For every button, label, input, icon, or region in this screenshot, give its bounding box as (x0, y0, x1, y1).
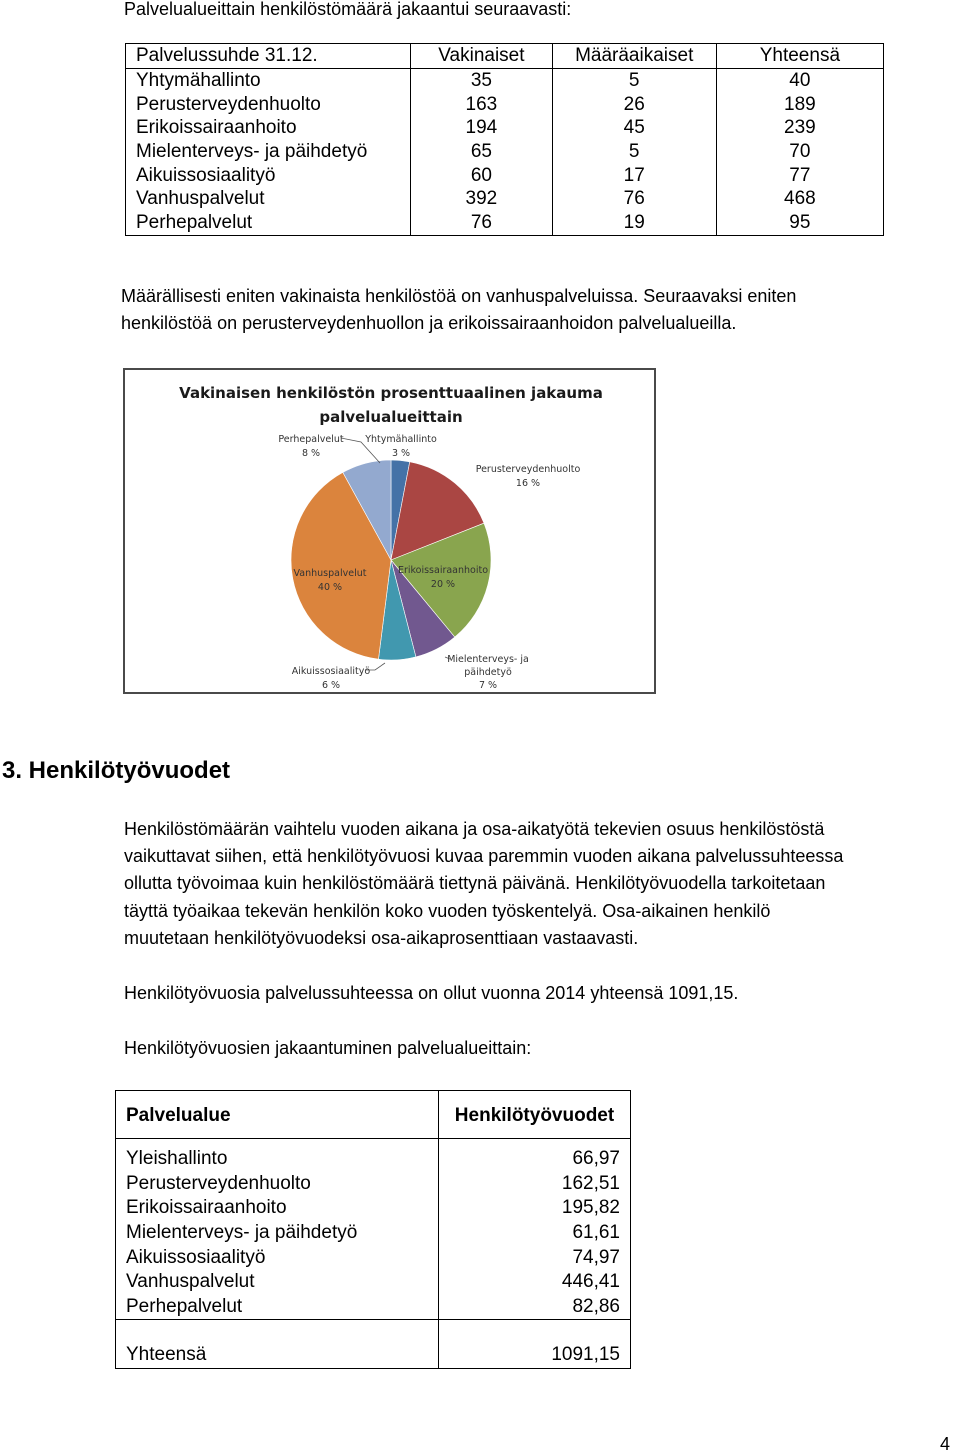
slice-label-value: 8 % (301, 448, 321, 459)
cell: Vanhuspalvelut (116, 1270, 439, 1295)
intro-line: Palvelualueittain henkilöstömäärä jakaantui seuraavasti: (124, 0, 572, 19)
slice-label-value: 16 % (515, 478, 541, 489)
chart-title: Vakinaisen henkilöstön prosenttuaalinen jakauma (179, 384, 603, 402)
table-row (126, 92, 884, 116)
cell: Yhtymähallinto (126, 68, 411, 92)
slice-label-value: 7 % (478, 680, 498, 691)
pie-chart-svg (125, 370, 654, 692)
cell: Perhepalvelut (126, 211, 411, 235)
cell: 5 (552, 68, 716, 92)
cell: 239 (784, 117, 816, 139)
cell: 77 (789, 164, 811, 186)
cell: 194 (411, 116, 553, 140)
cell: Erikoissairaanhoito (126, 116, 411, 140)
cell: 163 (411, 92, 553, 116)
pie-chart (123, 368, 656, 694)
cell: 17 (552, 163, 716, 187)
table-row (116, 1270, 631, 1295)
table-row (116, 1221, 631, 1246)
paragraph-line: vaikuttavat siihen, että henkilötyövuosi kuvaa paremmin vuoden aikana palvelussuhteessa (124, 846, 844, 866)
cell: 66,97 (572, 1148, 620, 1170)
paragraph-line: muutetaan henkilötyövuodeksi osa-aikaprosenttiaan vastaavasti. (124, 928, 639, 948)
table-row (116, 1196, 631, 1221)
paragraph-line: Henkilötyövuosien jakaantuminen palvelualueittain: (124, 1038, 532, 1058)
paragraph-line: Henkilötyövuosia palvelussuhteessa on ollut vuonna 2014 yhteensä 1091,15. (124, 983, 739, 1003)
cell: Perhepalvelut (116, 1295, 439, 1320)
header-cell: Henkilötyövuodet (439, 1091, 631, 1139)
table-row (126, 211, 884, 235)
header-cell: Määräaikaiset (552, 44, 716, 69)
cell: 195,82 (561, 1197, 620, 1219)
total-value: 1091,15 (439, 1320, 631, 1369)
table-row (126, 187, 884, 211)
cell: Mielenterveys- ja päihdetyö (116, 1221, 439, 1246)
chart-title: palvelualueittain (319, 408, 463, 426)
table-row (126, 140, 884, 164)
cell: 45 (552, 116, 716, 140)
cell: 392 (411, 187, 553, 211)
cell: Perusterveydenhuolto (116, 1172, 439, 1197)
cell: Perusterveydenhuolto (126, 92, 411, 116)
cell: 74,97 (572, 1246, 620, 1268)
header-cell: Vakinaiset (411, 44, 553, 69)
cell: Vanhuspalvelut (126, 187, 411, 211)
cell: Aikuissosiaalityö (126, 163, 411, 187)
cell: 5 (552, 140, 716, 164)
slice-label-value: 40 % (317, 582, 343, 593)
cell: 446,41 (561, 1271, 620, 1293)
cell: 40 (789, 70, 811, 92)
table-row (116, 1245, 631, 1270)
slice-label-value: 20 % (430, 579, 456, 590)
slice-label-name: Yhtymähallinto (365, 434, 437, 445)
staff-count-table (125, 43, 884, 236)
header-cell: Yhteensä (759, 45, 841, 67)
cell: Yleishallinto (116, 1139, 439, 1172)
slice-label-name: Perhepalvelut (278, 434, 344, 445)
cell: 468 (784, 188, 816, 210)
table-row (126, 163, 884, 187)
table-row (116, 1172, 631, 1197)
section-heading: 3. Henkilötyövuodet (2, 757, 231, 784)
cell: 65 (411, 140, 553, 164)
table-row (126, 68, 884, 92)
cell: 19 (552, 211, 716, 235)
table-row (116, 1295, 631, 1320)
table-header-row (116, 1091, 631, 1139)
cell: 76 (411, 211, 553, 235)
paragraph-line: ollutta työvoimaa kuin henkilöstömäärä tiettynä päivänä. Henkilötyövuodella tarkoitetaan (124, 873, 826, 893)
table-row (116, 1139, 631, 1172)
cell: 95 (789, 212, 811, 234)
table-header-row (126, 44, 884, 69)
cell: 26 (552, 92, 716, 116)
slice-label-name: Aikuissosiaalityö (291, 666, 371, 677)
cell: 162,51 (561, 1172, 620, 1194)
person-years-table (115, 1090, 631, 1369)
total-label: Yhteensä (116, 1320, 439, 1369)
cell: Aikuissosiaalityö (116, 1245, 439, 1270)
table-row (126, 116, 884, 140)
cell: Erikoissairaanhoito (116, 1196, 439, 1221)
slice-label-value: 6 % (321, 680, 341, 691)
slice-label-value: 3 % (391, 448, 411, 459)
slice-label-name: päihdetyö (464, 667, 512, 678)
paragraph-line: täyttä työaikaa tekevän henkilön koko vuoden työskentelyä. Osa-aikainen henkilö (124, 901, 771, 921)
paragraph-line: henkilöstöä on perusterveydenhuollon ja erikoissairaanhoidon palvelualueilla. (121, 313, 737, 333)
paragraph-line: Määrällisesti eniten vakinaista henkilöstöä on vanhuspalveluissa. Seuraavaksi eniten (121, 286, 797, 306)
cell: 189 (784, 93, 816, 115)
cell: 70 (789, 141, 811, 163)
cell: Mielenterveys- ja päihdetyö (126, 140, 411, 164)
paragraph-line: Henkilöstömäärän vaihtelu vuoden aikana ja osa-aikatyötä tekevien osuus henkilöstöstä (124, 819, 825, 839)
slice-label-name: Erikoissairaanhoito (397, 565, 489, 576)
cell: 61,61 (572, 1222, 620, 1244)
cell: 76 (552, 187, 716, 211)
header-cell: Palvelussuhde 31.12. (126, 44, 411, 69)
cell: 35 (411, 68, 553, 92)
slice-label-name: Vanhuspalvelut (293, 568, 367, 579)
table-total-row (116, 1320, 631, 1369)
cell: 82,86 (572, 1295, 620, 1317)
slice-label-name: Perusterveydenhuolto (475, 464, 581, 475)
page-number: 4 (940, 1434, 951, 1454)
slice-label-name: Mielenterveys- ja (447, 654, 529, 665)
cell: 60 (411, 163, 553, 187)
header-cell: Palvelualue (116, 1091, 439, 1139)
